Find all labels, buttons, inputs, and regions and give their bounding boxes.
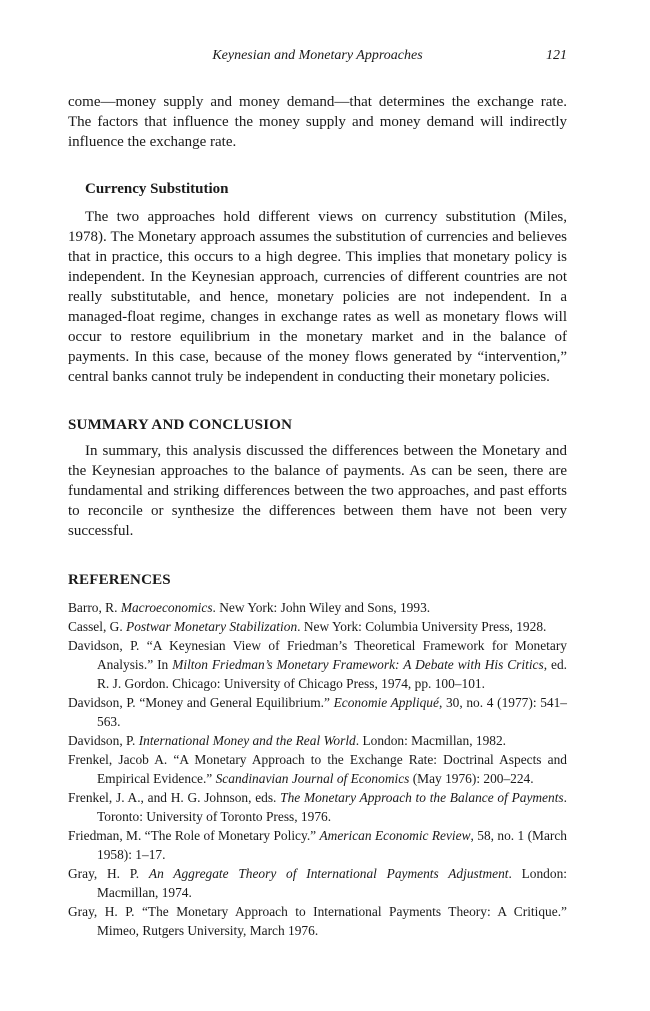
reference-item: Gray, H. P. An Aggregate Theory of International Payments Adjustment. London: Macmillan, 1974. (68, 866, 567, 900)
summary-heading: SUMMARY AND CONCLUSION (68, 417, 293, 433)
reference-item: Friedman, M. “The Role of Monetary Policy.” American Economic Review, 58, no. 1 (March 1958): 1–17. (68, 828, 567, 862)
currency-substitution-heading: Currency Substitution (85, 181, 229, 197)
summary-paragraph: In summary, this analysis discussed the differences between the Monetary and the Keynesian approaches to the balance of payments. As can be seen, there are fundamental and striking differences between the two approaches, and past efforts to reconcile or synthesize the differences between them have not been very successful. (68, 443, 567, 539)
page-number: 121 (546, 48, 567, 63)
reference-item: Frenkel, J. A., and H. G. Johnson, eds. The Monetary Approach to the Balance of Payments. Toronto: University of Toronto Press, 1976. (68, 790, 567, 824)
reference-item: Davidson, P. “A Keynesian View of Friedman’s Theoretical Framework for Monetary Analysis.” In Milton Friedman’s Monetary Framework: A Debate with His Critics, ed. R. J. Gordon. Chicago: University of Chicago Press, 1974, pp. 100–101. (68, 638, 567, 691)
book-page (68, 48, 567, 940)
intro-paragraph: come—money supply and money demand—that determines the exchange rate. The factors that influence the money supply and money demand will indirectly influence the exchange rate. (68, 94, 567, 150)
reference-item: Davidson, P. International Money and the Real World. London: Macmillan, 1982. (68, 733, 507, 748)
reference-item: Cassel, G. Postwar Monetary Stabilization. New York: Columbia University Press, 1928. (68, 619, 547, 634)
references-heading: REFERENCES (68, 572, 171, 588)
currency-substitution-paragraph: The two approaches hold different views on currency substitution (Miles, 1978). The Monetary approach assumes the substitution of currencies and believes that in practice, this occurs to a high degree. This implies that monetary policy is independent. In the Keynesian approach, currencies of different countries are not really substitutable, and hence, monetary policies are not independent. In a managed-float regime, changes in exchange rates as well as monetary flows will occur to restore equilibrium in the monetary market and in the balance of payments. In this case, because of the money flows generated by “intervention,” central banks cannot truly be independent in conducting their monetary policies. (68, 209, 567, 385)
reference-item: Gray, H. P. “The Monetary Approach to International Payments Theory: A Critique.” Mimeo, Rutgers University, March 1976. (68, 904, 567, 938)
running-head (68, 48, 567, 68)
reference-item: Frenkel, Jacob A. “A Monetary Approach to the Exchange Rate: Doctrinal Aspects and Empirical Evidence.” Scandinavian Journal of Economics (May 1976): 200–224. (68, 752, 567, 786)
reference-item: Barro, R. Macroeconomics. New York: John Wiley and Sons, 1993. (68, 600, 431, 615)
reference-item: Davidson, P. “Money and General Equilibrium.” Economie Appliqué, 30, no. 4 (1977): 541–563. (68, 695, 568, 729)
running-head-title: Keynesian and Monetary Approaches (212, 48, 423, 63)
references-list (68, 598, 567, 940)
